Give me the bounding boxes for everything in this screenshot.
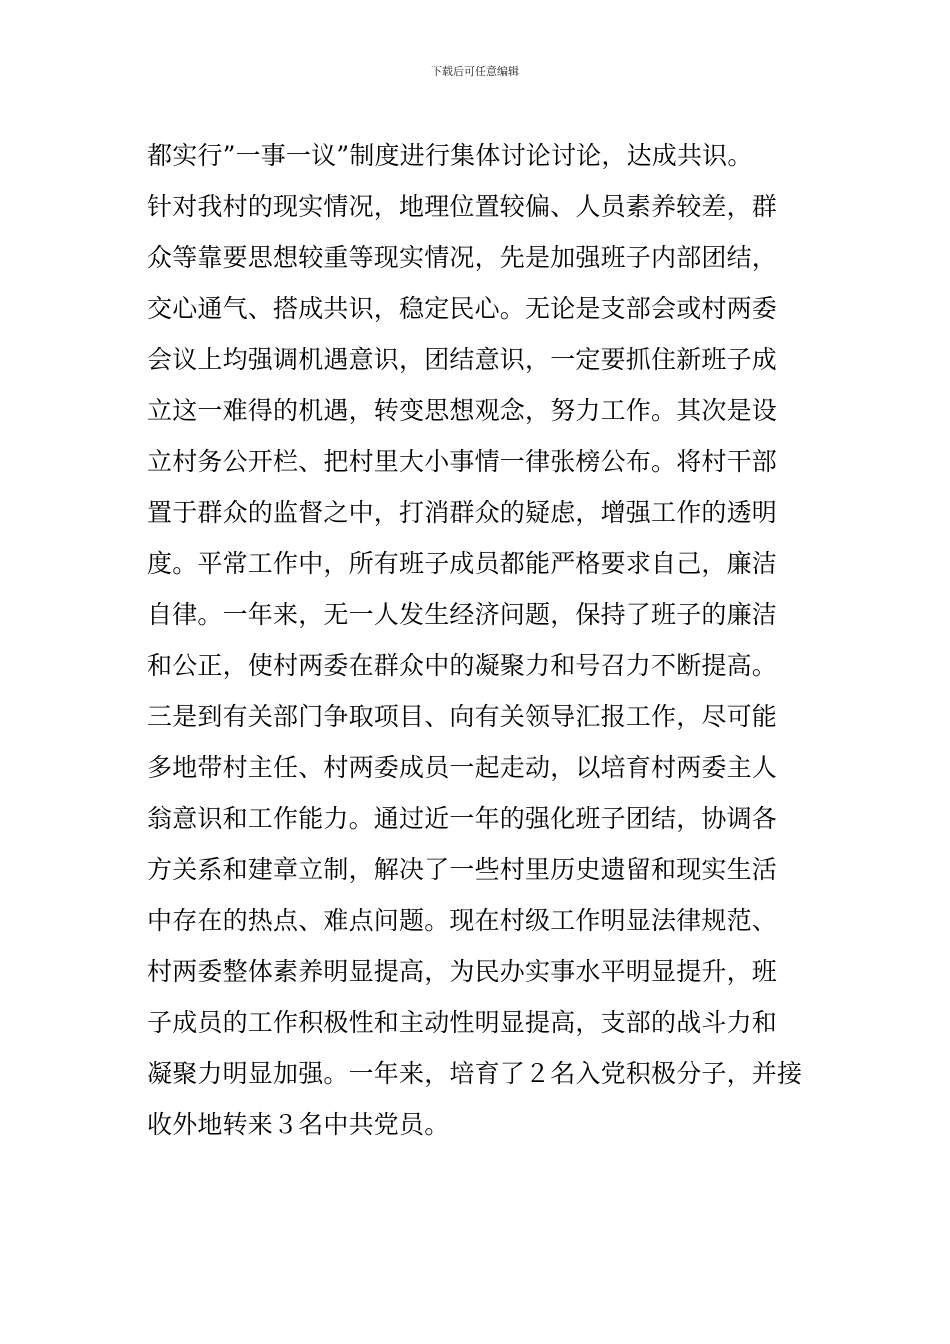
body-line: 翁意识和工作能力。通过近一年的强化班子团结，协调各 [147,804,778,833]
body-line: 多地带村主任、村两委成员一起走动，以培育村两委主人 [147,753,778,782]
body-line: 针对我村的现实情况，地理位置较偏、人员素养较差，群 [147,192,778,221]
body-line: 众等靠要思想较重等现实情况，先是加强班子内部团结， [147,243,778,272]
body-line: 立村务公开栏、把村里大小事情一律张榜公布。将村干部 [147,447,778,476]
body-line: 都实行”一事一议”制度进行集体讨论讨论，达成共识。 [147,141,753,170]
body-line: 子成员的工作积极性和主动性明显提高，支部的战斗力和 [147,1008,778,1037]
body-line: 度。平常工作中，所有班子成员都能严格要求自己，廉洁 [147,549,778,578]
body-line: 立这一难得的机遇，转变思想观念，努力工作。其次是设 [147,396,778,425]
body-line: 三是到有关部门争取项目、向有关领导汇报工作，尽可能 [147,702,778,731]
body-line: 置于群众的监督之中，打消群众的疑虑，增强工作的透明 [147,498,778,527]
body-line: 自律。一年来，无一人发生经济问题，保持了班子的廉洁 [147,600,778,629]
body-paragraph [147,130,817,1150]
body-line: 交心通气、搭成共识，稳定民心。无论是支部会或村两委 [147,294,778,323]
body-line: 会议上均强调机遇意识，团结意识，一定要抓住新班子成 [147,345,778,374]
body-line: 收外地转来３名中共党员。 [147,1110,450,1139]
body-line: 村两委整体素养明显提高，为民办实事水平明显提升，班 [147,957,778,986]
header-note: 下载后可任意编辑 [431,65,519,78]
body-line: 凝聚力明显加强。一年来，培育了２名入党积极分子，并接 [147,1059,803,1088]
body-line: 方关系和建章立制，解决了一些村里历史遗留和现实生活 [147,855,778,884]
body-line: 中存在的热点、难点问题。现在村级工作明显法律规范、 [147,906,778,935]
body-line: 和公正，使村两委在群众中的凝聚力和号召力不断提高。 [147,651,778,680]
